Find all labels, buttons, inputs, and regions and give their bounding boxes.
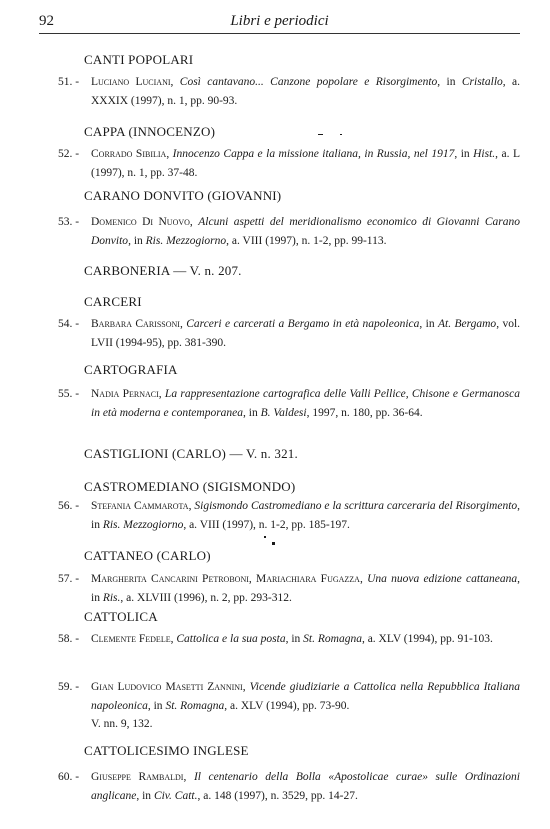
- entry-title: Vicende giudiziarie a Cattolica nella Repubblica Italiana napoleonica: [91, 681, 520, 712]
- section-heading: CANTI POPOLARI: [84, 52, 194, 67]
- entry-title: Innocenzo Cappa e la missione italiana, in Russia, nel 1917: [172, 148, 455, 160]
- entry-author: Clemente Fedele: [91, 633, 171, 645]
- entry-title: Ris.: [102, 592, 121, 604]
- entry-text: ,: [189, 216, 199, 228]
- entry-text: ,: [183, 771, 194, 783]
- entry-text: , in: [136, 790, 154, 802]
- entry-number: 53. -: [58, 216, 80, 228]
- entry-text: , a. XXXIX (1997), n. 1, pp. 90-93.: [91, 76, 520, 107]
- entry-text: ,: [359, 573, 368, 585]
- entry-text: , a. VIII (1997), n. 1-2, pp. 185-197.: [183, 519, 350, 531]
- cross-reference: V. nn. 9, 132.: [91, 718, 153, 730]
- entry-author: Stefania Cammarota: [91, 500, 189, 512]
- entry-text: , a. XLV (1994), pp. 73-90.: [224, 700, 350, 712]
- entry-citation: [91, 213, 520, 251]
- entry-title: Sigismondo Castromediano e la scrittura carceraria del Risorgimento: [194, 500, 518, 512]
- entry-text: ,: [170, 633, 177, 645]
- entry-title: Ris. Mezzogiorno: [102, 519, 184, 531]
- section-heading: CAPPA (INNOCENZO): [84, 124, 216, 139]
- bibliography-entry: [58, 385, 520, 423]
- entry-text: ,: [242, 681, 250, 693]
- entry-title: Cattolica e la sua posta: [176, 633, 286, 645]
- section-heading: CASTIGLIONI (CARLO) — V. n. 321.: [84, 446, 298, 461]
- entry-citation: [91, 385, 520, 423]
- entry-title: Carceri e carcerati a Bergamo in età napoleonica: [186, 318, 420, 330]
- entry-citation: [91, 73, 520, 111]
- entry-text: , 1997, n. 180, pp. 36-64.: [306, 407, 423, 419]
- entry-title: Hist.: [473, 148, 496, 160]
- entry-text: , in: [285, 633, 304, 645]
- entry-text: , in: [91, 573, 520, 604]
- entry-citation: [91, 497, 520, 535]
- entry-citation: [91, 630, 520, 649]
- bibliography-entry: [58, 570, 520, 608]
- entry-title: St. Romagna: [303, 633, 362, 645]
- entry-text: ,: [170, 76, 180, 88]
- entry-text: , in: [147, 700, 166, 712]
- entry-text: , a. VIII (1997), n. 1-2, pp. 99-113.: [226, 235, 387, 247]
- entry-citation: [91, 145, 520, 183]
- bibliography-entry: [58, 678, 520, 716]
- entry-author: Corrado Sibilia: [91, 148, 167, 160]
- scan-speck: [264, 536, 266, 538]
- entry-number: 55. -: [58, 388, 80, 400]
- scan-speck: [272, 542, 275, 545]
- entry-title: St. Romagna: [165, 700, 225, 712]
- bibliography-entry: [58, 145, 520, 183]
- entry-title: Civ. Catt.: [153, 790, 198, 802]
- entry-number: 51. -: [58, 76, 80, 88]
- entry-author: Giuseppe Rambaldi: [91, 771, 184, 783]
- entry-citation: [91, 315, 520, 353]
- section-heading: CASTROMEDIANO (SIGISMONDO): [84, 479, 296, 494]
- section-heading: CARCERI: [84, 294, 142, 309]
- entry-text: , in: [91, 500, 521, 531]
- entry-title: Così cantavano... Canzone popolare e Risorgimento: [179, 76, 438, 88]
- page-number: 92: [39, 13, 54, 29]
- scan-speck: [340, 134, 342, 135]
- entry-title: At. Bergamo: [437, 318, 497, 330]
- entry-number: 57. -: [58, 573, 80, 585]
- entry-number: 58. -: [58, 633, 80, 645]
- entry-text: , a. XLV (1994), pp. 91-103.: [361, 633, 493, 645]
- entry-author: Luciano Luciani: [91, 76, 171, 88]
- entry-title: Cristallo: [461, 76, 503, 88]
- scan-speck: [318, 134, 323, 135]
- entry-text: , in: [419, 318, 438, 330]
- section-heading: CARTOGRAFIA: [84, 362, 178, 377]
- entry-citation: [91, 678, 520, 716]
- entry-text: ,: [179, 318, 187, 330]
- entry-title: La rappresentazione cartografica delle Valli Pellice, Chisone e Germanosca in età moderna e contemporanea: [91, 388, 521, 419]
- entry-title: B. Valdesi: [260, 407, 307, 419]
- entry-author: Margherita Cancarini Petroboni, Mariachiara Fugazza: [91, 573, 360, 585]
- entry-text: , a. 148 (1997), n. 3529, pp. 14-27.: [197, 790, 358, 802]
- entry-text: , in: [454, 148, 474, 160]
- entry-citation: [91, 570, 520, 608]
- bibliography-entry: [58, 497, 520, 535]
- entry-title: Alcuni aspetti del meridionalismo economico di Giovanni Carano Donvito: [91, 216, 520, 247]
- bibliography-entry: [58, 768, 520, 806]
- entry-title: Il centenario della Bolla «Apostolicae curae» sulle Ordinazioni anglicane: [91, 771, 521, 802]
- bibliography-entry: [58, 315, 520, 353]
- bibliography-entry: [58, 630, 520, 649]
- bibliography-entry: [58, 213, 520, 251]
- section-heading: CARBONERIA — V. n. 207.: [84, 263, 242, 278]
- entry-number: 59. -: [58, 681, 80, 693]
- entry-text: , a. XLVIII (1996), n. 2, pp. 293-312.: [120, 592, 292, 604]
- entry-text: , in: [243, 407, 261, 419]
- entry-author: Nadia Pernaci: [91, 388, 159, 400]
- entry-text: ,: [166, 148, 173, 160]
- section-heading: CARANO DONVITO (GIOVANNI): [84, 188, 282, 203]
- entry-number: 60. -: [58, 771, 80, 783]
- entry-citation: [91, 768, 520, 806]
- entry-text: , in: [128, 235, 146, 247]
- section-heading: CATTOLICESIMO INGLESE: [84, 743, 249, 758]
- section-heading: CATTOLICA: [84, 609, 158, 624]
- entry-text: ,: [188, 500, 195, 512]
- entry-author: Barbara Carissoni: [91, 318, 180, 330]
- entry-author: Gian Ludovico Masetti Zannini: [91, 681, 243, 693]
- entry-title: Ris. Mezzogiorno: [145, 235, 227, 247]
- entry-author: Domenico Di Nuovo: [91, 216, 190, 228]
- entry-number: 56. -: [58, 500, 80, 512]
- bibliography-entry: [58, 73, 520, 111]
- entry-number: 54. -: [58, 318, 80, 330]
- section-heading: CATTANEO (CARLO): [84, 548, 211, 563]
- entry-text: , a. L (1997), n. 1, pp. 37-48.: [91, 148, 520, 179]
- entry-title: Una nuova edizione cattaneana: [367, 573, 518, 585]
- entry-text: , vol. LVII (1994-95), pp. 381-390.: [91, 318, 521, 349]
- running-title: Libri e periodici: [230, 13, 329, 29]
- entry-text: ,: [158, 388, 165, 400]
- entry-number: 52. -: [58, 148, 80, 160]
- entry-text: , in: [437, 76, 462, 88]
